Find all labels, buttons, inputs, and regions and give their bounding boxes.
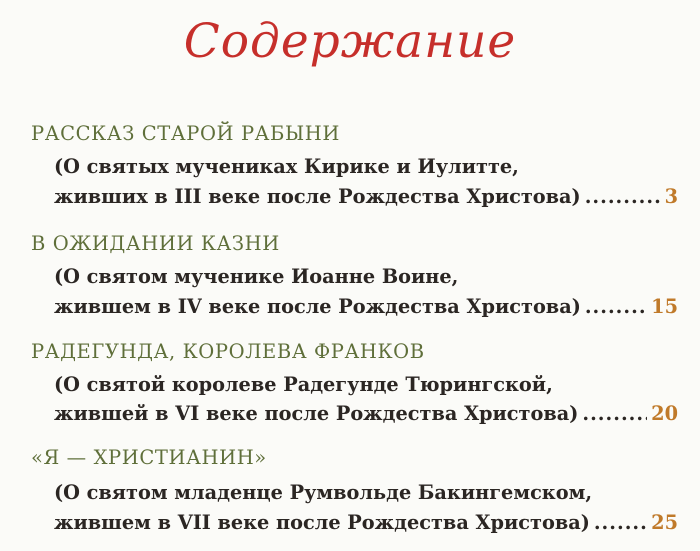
toc-entry-description: (О святой королеве Радегунде Тюрингской, [54, 373, 553, 396]
toc-entry-heading: РАДЕГУНДА, КОРОЛЕВА ФРАНКОВ [31, 340, 425, 363]
toc-entry-heading: В ОЖИДАНИИ КАЗНИ [31, 232, 280, 255]
leader-dots [585, 295, 647, 318]
toc-entry-description-line [54, 295, 678, 318]
page-title: Содержание [183, 14, 517, 69]
page-number[interactable]: 20 [651, 402, 678, 425]
toc-entry-description-line [54, 185, 678, 208]
leader-dots [594, 511, 647, 534]
toc-entry-description-text: жившей в VI веке после Рождества Христова) [54, 402, 579, 425]
page-number[interactable]: 25 [651, 511, 678, 534]
toc-entry-description: (О святом мученике Иоанне Воине, [54, 265, 459, 288]
toc-entry-description-line [54, 511, 678, 534]
toc-entry-heading: «Я — ХРИСТИАНИН» [31, 446, 267, 469]
leader-dots [585, 185, 661, 208]
toc-entry-description-line [54, 402, 678, 425]
toc-entry-heading: РАССКАЗ СТАРОЙ РАБЫНИ [31, 122, 340, 145]
toc-entry-description-text: живших в III веке после Рождества Христова) [54, 185, 581, 208]
toc-entry-description-text: жившем в VII веке после Рождества Христова) [54, 511, 590, 534]
toc-entry-description: (О святом младенце Румвольде Бакингемском, [54, 481, 593, 504]
page-number[interactable]: 15 [651, 295, 678, 318]
toc-entry-description: (О святых мучениках Кирике и Иулитте, [54, 155, 519, 178]
toc-entry-description-text: жившем в IV веке после Рождества Христова) [54, 295, 581, 318]
leader-dots [582, 402, 647, 425]
page-number[interactable]: 3 [664, 185, 678, 208]
